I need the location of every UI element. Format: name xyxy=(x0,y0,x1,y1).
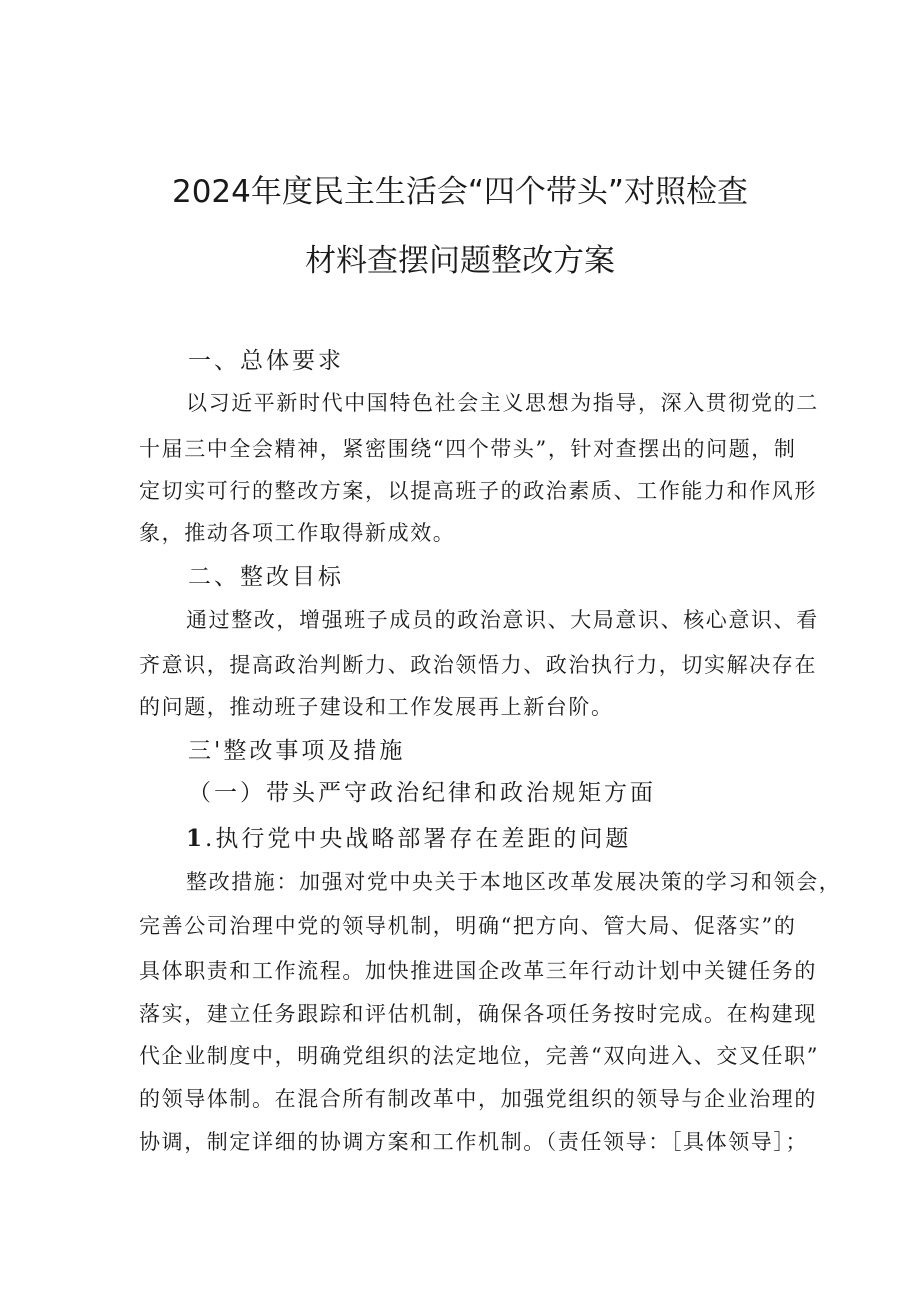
subsection-heading: （一）带头严守政治纪律和政治规矩方面 xyxy=(188,780,656,806)
paragraph-line: 的领导体制。在混合所有制改革中，加强党组织的领导与企业治理的 xyxy=(139,1087,817,1111)
paragraph-line: 落实，建立任务跟踪和评估机制，确保各项任务按时完成。在构建现 xyxy=(139,1002,817,1026)
paragraph-line: 通过整改，增强班子成员的政治意识、大局意识、核心意识、看 xyxy=(186,608,819,632)
paragraph-line: 完善公司治理中党的领导机制，明确“把方向、管大局、促落实”的 xyxy=(139,914,797,938)
paragraph-line: 齐意识，提高政治判断力、政治领悟力、政治执行力，切实解决存在 xyxy=(139,653,817,677)
paragraph-line: 以习近平新时代中国特色社会主义思想为指导，深入贯彻党的二 xyxy=(186,391,819,415)
section-1-heading: 一、总体要求 xyxy=(188,348,344,374)
paragraph-line: 代企业制度中，明确党组织的法定地位，完善“双向进入、交叉任职” xyxy=(139,1044,820,1068)
paragraph-line: 整改措施：加强对党中央关于本地区改革发展决策的学习和领会， xyxy=(186,870,842,894)
section-2-heading: 二、整改目标 xyxy=(188,564,344,590)
document-title-line-2: 材料查摆问题整改方案 xyxy=(305,243,615,279)
item-1-number: 1 xyxy=(186,825,206,852)
paragraph-line: 象，推动各项工作取得新成效。 xyxy=(139,521,456,545)
paragraph-line: 定切实可行的整改方案，以提高班子的政治素质、工作能力和作风形 xyxy=(139,479,817,503)
document-title-line-1: 2024年度民主生活会“四个带头”对照检查 xyxy=(171,174,748,210)
item-1-title: .执行党中央战略部署存在差距的问题 xyxy=(205,826,632,852)
section-3-heading: 三'整改事项及措施 xyxy=(188,738,406,764)
paragraph-line: 的问题，推动班子建设和工作发展再上新台阶。 xyxy=(139,695,614,719)
item-1-heading xyxy=(186,820,631,853)
paragraph-line: 协调，制定详细的协调方案和工作机制。（责任领导：［具体领导］； xyxy=(139,1130,809,1154)
paragraph-line: 具体职责和工作流程。加快推进国企改革三年行动计划中关键任务的 xyxy=(139,959,817,983)
paragraph-line: 十届三中全会精神，紧密围绕“四个带头”，针对查摆出的问题，制 xyxy=(139,437,797,461)
